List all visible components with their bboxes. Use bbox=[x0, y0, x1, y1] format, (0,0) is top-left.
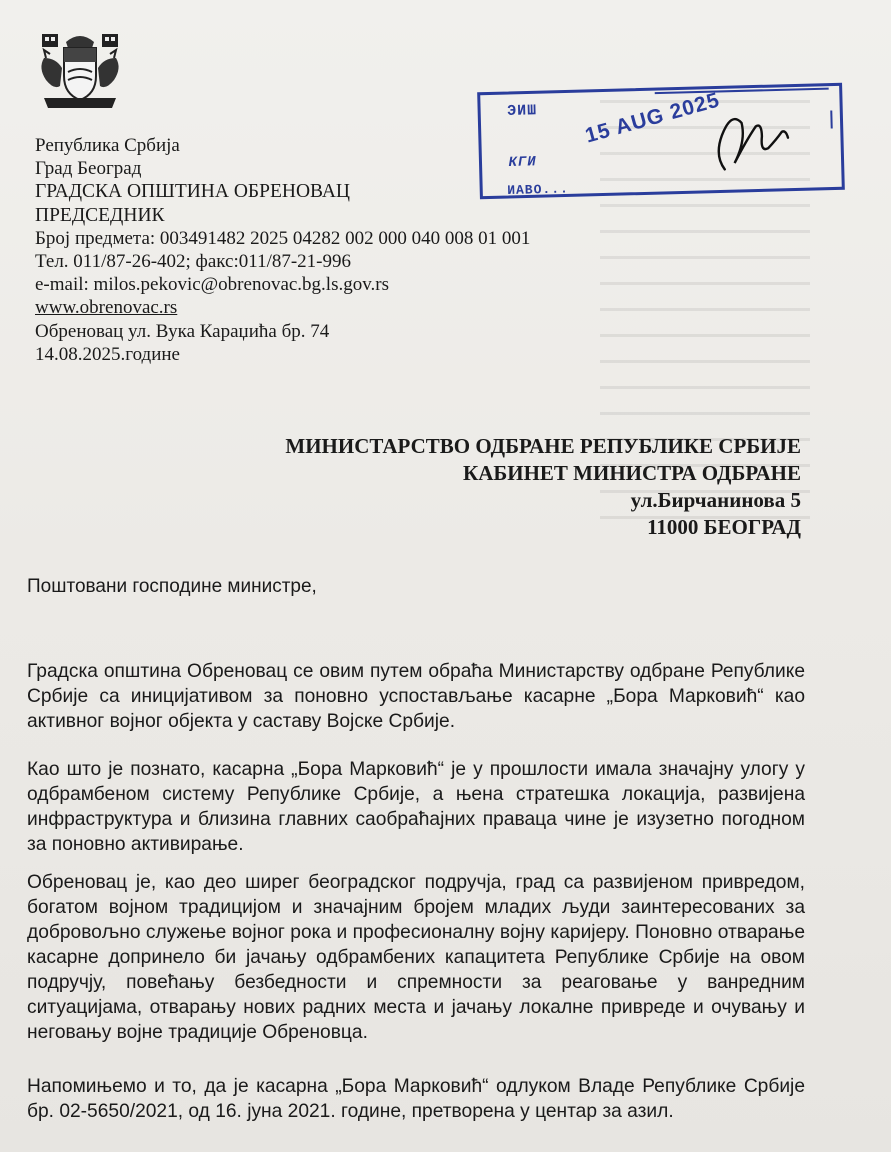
signature bbox=[718, 118, 789, 170]
stamp-date: 15 AUG 2025 bbox=[582, 88, 723, 148]
recipient-ministry: МИНИСТАРСТВО ОДБРАНЕ РЕПУБЛИКЕ СРБИЈЕ bbox=[285, 434, 801, 458]
body-paragraph: Напомињемо и то, да је касарна „Бора Марковић“ одлуком Владе Републике Србије бр. 02-5650/2021, од 16. јуна 2021. године, претворена у центар за азил. bbox=[27, 1076, 805, 1122]
recipient-cabinet: КАБИНЕТ МИНИСТРА ОДБРАНЕ bbox=[462, 461, 801, 485]
date-line: 14.08.2025.године bbox=[35, 343, 180, 365]
recipient-block bbox=[285, 433, 801, 541]
website-link[interactable]: www.obrenovac.rs bbox=[35, 297, 178, 319]
body-paragraph: Као што је познато, касарна „Бора Марковић“ је у прошлости имала значајну улогу у одбрамбеном систему Републике Србије, а њена стратешка локација, развијена инфраструктура и близина главних саобраћајних праваца чине је изузетно погодном за поновно активирање. bbox=[27, 759, 805, 855]
case-number-line: Број предмета: 003491482 2025 04282 002 000 040 008 01 001 bbox=[35, 227, 531, 249]
recipient-street: ул.Бирчанинова 5 bbox=[630, 488, 801, 512]
municipality-line: ГРАДСКА ОПШТИНА ОБРЕНОВАЦ bbox=[35, 181, 350, 203]
office-line: ПРЕДСЕДНИК bbox=[35, 204, 165, 226]
city-line: Град Београд bbox=[35, 158, 142, 180]
coat-of-arms-icon bbox=[30, 28, 130, 114]
body-paragraph: Обреновац је, као део ширег београдског подручја, град са развијеном привредом, богатом војном традицијом и значајним бројем младих људи заинтересованих за добровољно служење војног рока и професионалну војну каријеру. Поновно отварање касарне допринело би јачању одбрамбених капацитета Републике Србије на овом подручју, повећању безбедности и спремности за реаговање у ванредним ситуацијама, отварању нових радних места и јачању локалне привреде и очувању и неговању војне традиције Обреновца. bbox=[27, 872, 805, 1043]
received-stamp bbox=[475, 80, 848, 202]
stamp-line-2: КГИ bbox=[508, 154, 537, 171]
address-line: Обреновац ул. Вука Караџића бр. 74 bbox=[35, 320, 330, 342]
body-paragraph: Градска општина Обреновац се овим путем обраћа Министарству одбране Републике Србије са иницијативом за поновно успостављање касарне „Бора Марковић“ као активног војног објекта у саставу Војске Србије. bbox=[27, 661, 805, 732]
recipient-city: 11000 БЕОГРАД bbox=[647, 515, 801, 539]
stamp-line-3: ИАВО... bbox=[507, 181, 570, 199]
salutation: Поштовани господине министре, bbox=[27, 576, 317, 597]
country-line: Република Србија bbox=[35, 135, 180, 156]
stamp-line-1: ЭИШ bbox=[506, 102, 538, 121]
email-line: e-mail: milos.pekovic@obrenovac.bg.ls.gov.rs bbox=[35, 274, 389, 296]
phone-fax-line: Тел. 011/87-26-402; факс:011/87-21-996 bbox=[35, 251, 351, 273]
